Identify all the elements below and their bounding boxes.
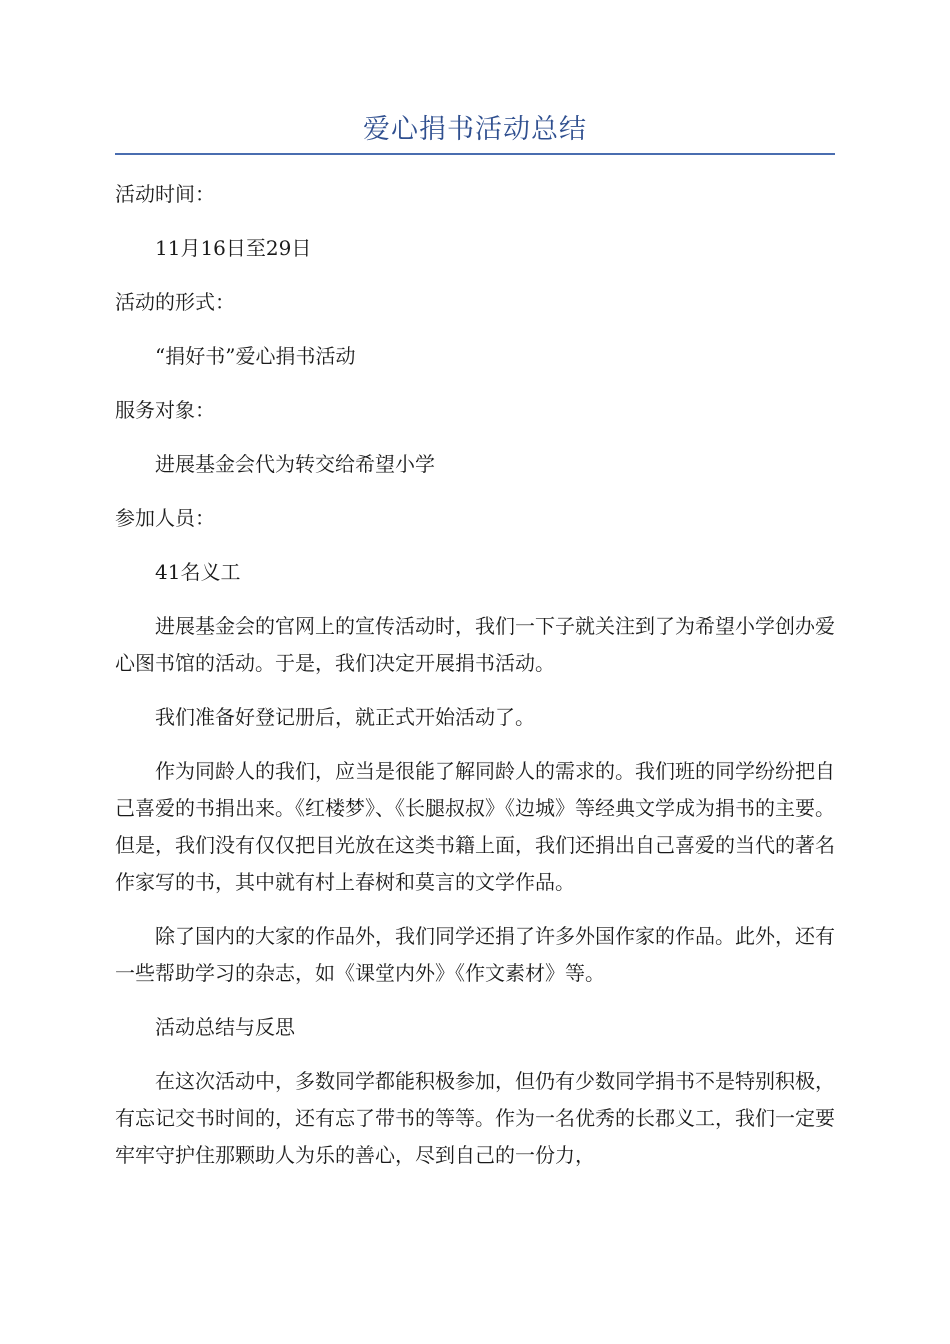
section-heading-summary: 活动总结与反思 [155, 1015, 295, 1039]
field-value-target: 进展基金会代为转交给希望小学 [155, 452, 435, 476]
paragraph-4: 除了国内的大家的作品外，我们同学还捐了许多外国作家的作品。此外，还有一些帮助学习的杂志，如《课堂内外》《作文素材》等。 [115, 924, 835, 985]
document-body [115, 176, 835, 1174]
field-label-time: 活动时间： [115, 182, 215, 206]
field-label-target: 服务对象： [115, 398, 215, 422]
field-label-form: 活动的形式： [115, 290, 235, 314]
paragraph-5: 在这次活动中，多数同学都能积极参加，但仍有少数同学捐书不是特别积极，有忘记交书时间的，还有忘了带书的等等。作为一名优秀的长郡义工，我们一定要牢牢守护住那颗助人为乐的善心，尽到自己的一份力， [115, 1069, 835, 1167]
title-underline [115, 153, 835, 155]
field-value-participants: 41名义工 [155, 560, 241, 584]
field-value-time: 11月16日至29日 [155, 236, 312, 260]
paragraph-2: 我们准备好登记册后，就正式开始活动了。 [155, 705, 535, 729]
paragraph-3: 作为同龄人的我们，应当是很能了解同龄人的需求的。我们班的同学纷纷把自己喜爱的书捐出来。《红楼梦》、《长腿叔叔》《边城》等经典文学成为捐书的主要。但是，我们没有仅仅把目光放在这类书籍上面，我们还捐出自己喜爱的当代的著名作家写的书，其中就有村上春树和莫言的文学作品。 [115, 759, 835, 894]
field-label-participants: 参加人员： [115, 506, 215, 530]
field-value-form: “捐好书”爱心捐书活动 [155, 344, 356, 368]
paragraph-1: 进展基金会的官网上的宣传活动时，我们一下子就关注到了为希望小学创办爱心图书馆的活动。于是，我们决定开展捐书活动。 [115, 614, 835, 675]
document-title: 爱心捐书活动总结 [363, 114, 587, 145]
